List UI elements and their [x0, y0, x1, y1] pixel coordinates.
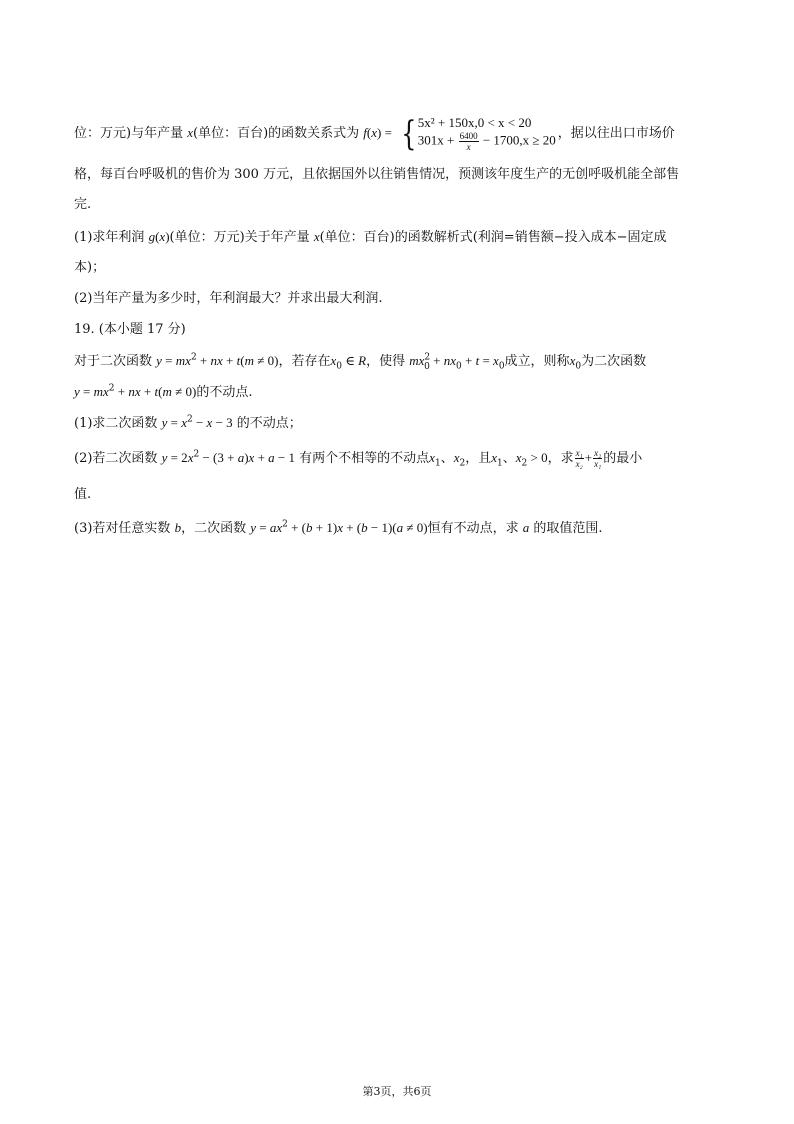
p19-q1: (1)求二次函数 $y = x^2 - x - 3$ 的不动点； [74, 414, 302, 431]
p19-q2-line1: (2)若二次函数 $y = 2x^2 - (3 + a)x + a - 1$ 有两个不相等的不动点$x_1$、$x_2$，且$x_1$、$x_2 > 0$，求 $\frac{\text{x₁}}{\text{x₂}}$ + $\frac{\text{x₂}}{\text{x₁}}$ 的最小 [74, 448, 643, 469]
piecewise-case-1: 5x² + 150x,0 < x < 20 [417, 115, 532, 130]
p18-line2: 格，每百台呼吸机的售价为 300 万元，且依据国外以往销售情况，预测该年度生产的无创呼吸机能全部售 [74, 167, 680, 182]
fraction-6400-x: $\frac{6400}{x}$ [459, 131, 478, 152]
piecewise-case-2: 301x + $\frac{6400}{x}$ − 1700,x ≥ 20 [417, 131, 556, 152]
p18-q1-line2: 本)； [74, 260, 106, 275]
p18-line1: 位：万元)与年产量 x(单位：百台)的函数关系式为 f(x) = { 5x² + 150x,0 < x < 20 301x + $\frac{6400}{x}$ − 1700,x ≥ 20 ，据以往出口市场价 [74, 113, 675, 154]
p19-intro-line1: 对于二次函数 $y = mx^2$ + nx + t(m ≠ 0)，若存在$x_0$ ∈ R，使得 $mx^2_0 + nx_0 + t = x_0$成立，则称$x_0$为二次函数 [74, 352, 647, 372]
p19-q2-line2: 值. [74, 487, 92, 502]
p18-line1-post: ，据以往出口市场价 [557, 126, 675, 141]
p19-header: 19. (本小题 17 分) [74, 322, 186, 337]
p18-line1-mid: (单位：百台)的函数关系式为 [193, 126, 364, 141]
piecewise-function: { 5x² + 150x,0 < x < 20 301x + $\frac{6400}{x}$ − 1700,x ≥ 20 [401, 113, 556, 154]
p19-intro-line2: $y = mx^2$ + nx + t(m ≠ 0)的不动点. [74, 383, 253, 400]
fraction-x2-x1: $\frac{\text{x₂}}{\text{x₁}}$ [594, 448, 602, 469]
p18-line3: 完. [74, 197, 92, 212]
math-x: x [187, 125, 193, 140]
p18-q2: (2)当年产量为多少时，年利润最大？并求出最大利润. [74, 291, 383, 306]
p18-q1-line1: (1)求年利润 g(x)(单位：万元)关于年产量 x(单位：百台)的函数解析式(利润=销售额−投入成本−固定成 [74, 229, 667, 245]
p19-q3: (3)若对任意实数 b，二次函数 $y = ax^2 + (b + 1)x + (b - 1)(a \ne 0)$恒有不动点，求 a 的取值范围. [74, 519, 603, 536]
p18-line1-pre: 位：万元)与年产量 [74, 126, 188, 141]
page-footer: 第3页，共6页 [362, 1085, 432, 1098]
math-fx: f [363, 125, 367, 140]
fraction-x1-x2: $\frac{\text{x₁}}{\text{x₂}}$ [575, 448, 583, 469]
